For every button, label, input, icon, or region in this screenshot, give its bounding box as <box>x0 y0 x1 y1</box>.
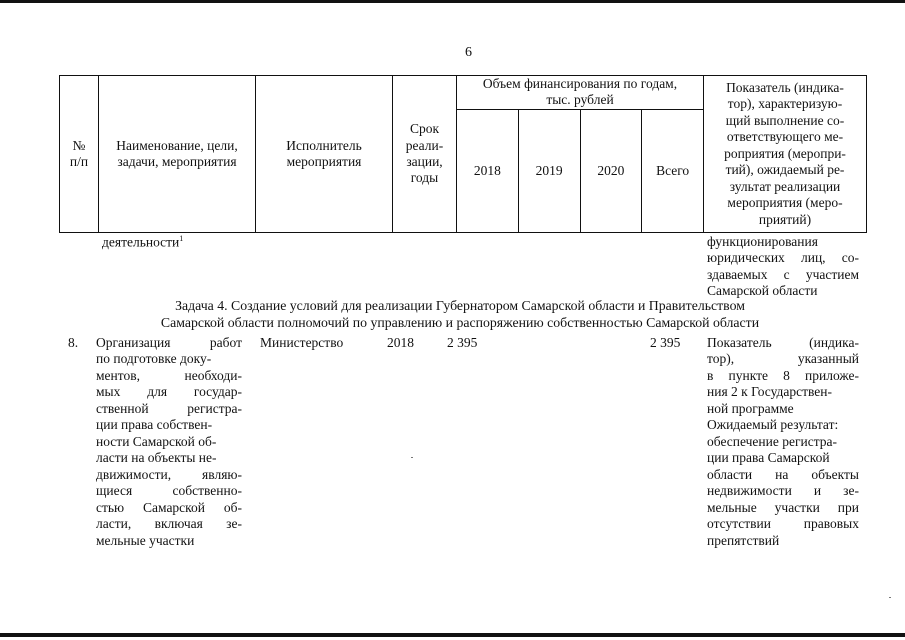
top-border-line <box>0 0 905 3</box>
task-heading: Задача 4. Создание условий для реализации Губернатором Самарской области и Правительством Самарской области полномочий по управлению и распоряжению собственностью Самарской области <box>160 298 760 330</box>
header-year-2020: 2020 <box>580 109 642 232</box>
program-table-header <box>59 75 867 233</box>
header-executor: Исполнитель мероприятия <box>256 76 393 233</box>
header-num: № п/п <box>60 76 99 233</box>
continued-indicator-text: функционирования юридических лиц, со- здаваемых с участием Самарской области <box>707 234 859 299</box>
scan-speck <box>889 597 891 598</box>
row8-funding-total: 2 395 <box>650 335 681 350</box>
row8-indicator: Показатель (индика- тор), указанный в пункте 8 приложе- ния 2 к Государствен- ной программе Ожидаемый результат: обеспечение регистра- ции права Самарской области на объекты недвижимости и зе- мельные участки при отсутствии правовых препятствий <box>707 335 859 548</box>
header-indicator: Показатель (индика- тор), характеризую- щий выполнение со- ответствующего ме- роприятия (меропри- тий), ожидаемый ре- зультат реализации мероприятия (меро- приятий) <box>704 76 867 233</box>
header-year-2018: 2018 <box>457 109 519 232</box>
header-year-2019: 2019 <box>518 109 580 232</box>
header-total: Всего <box>642 109 704 232</box>
row8-term: 2018 <box>387 335 414 350</box>
row8-funding-2018: 2 395 <box>447 335 478 350</box>
row8-activity-name: Организация работ по подготовке доку- ментов, необходи- мых для государ- ственной регистра- ции права собствен- ности Самарской об- ласти на объекты не- движимости, являю- щиеся собственно- стью Самарской об- ласти, включая зе- мельные участки <box>96 335 242 548</box>
page-number: 6 <box>465 45 472 60</box>
row8-executor: Министерство <box>260 335 344 350</box>
header-name: Наименование, цели, задачи, мероприятия <box>99 76 256 233</box>
bottom-border-line <box>0 633 905 637</box>
footnote-mark: 1 <box>179 234 184 243</box>
row8-number: 8. <box>68 335 79 350</box>
scan-speck <box>411 457 413 458</box>
header-funding: Объем финансирования по годам, тыс. рублей <box>457 76 704 110</box>
header-term: Срок реали- зации, годы <box>393 76 457 233</box>
continued-name-text: деятельности$^1$ <box>102 234 184 250</box>
